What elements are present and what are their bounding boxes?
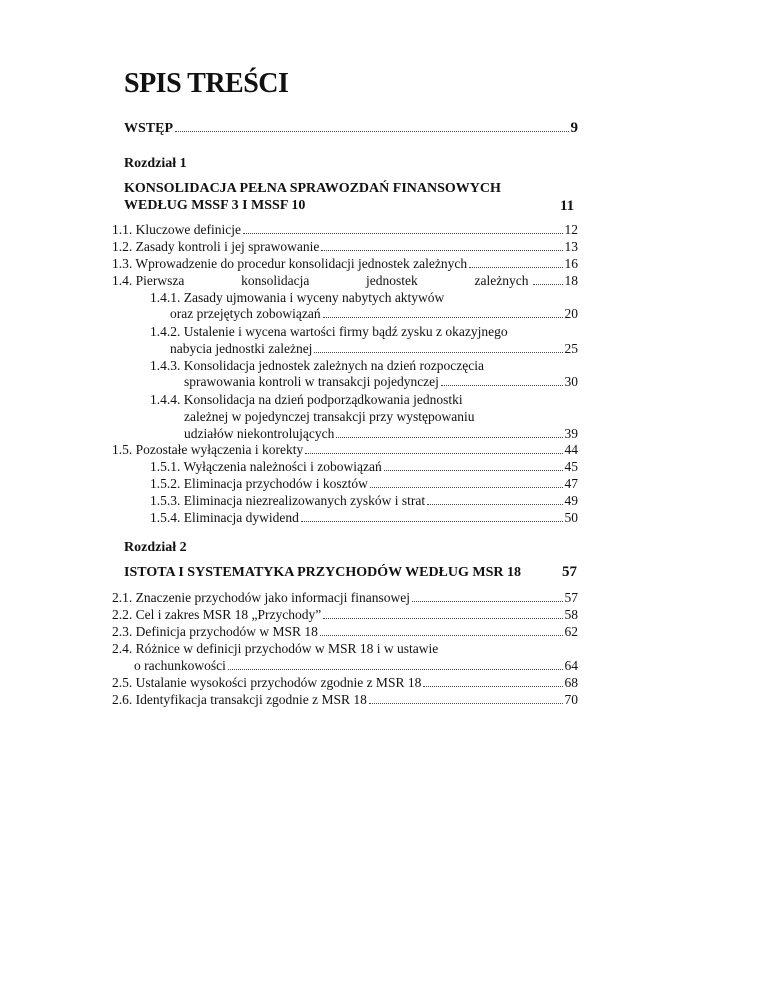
toc-entry (112, 624, 578, 640)
toc-entry-line: 2.4. Różnice w definicji przychodów w MSR 18 i w ustawie (112, 641, 439, 656)
chapter-page-number: 57 (562, 564, 577, 580)
toc-entry-line: 1.4.1. Zasady ujmowania i wyceny nabytych aktywów (150, 290, 445, 305)
toc-page-number: 45 (564, 459, 578, 474)
leader-dots (243, 233, 563, 234)
toc-entry-label: 1.5. Pozostałe wyłączenia i korekty (112, 442, 304, 457)
toc-entry (112, 590, 578, 606)
toc-entry-line: 1.4.3. Konsolidacja jednostek zależnych na dzień rozpoczęcia (150, 358, 484, 373)
toc-entry-label: 2.2. Cel i zakres MSR 18 „Przychody” (112, 607, 322, 622)
toc-entry (112, 239, 578, 255)
toc-word: zależnych (474, 273, 529, 288)
toc-entry (184, 426, 578, 442)
leader-dots (301, 521, 563, 522)
toc-entry-label: 2.1. Znaczenie przychodów jako informacji finansowej (112, 590, 411, 605)
toc-page-number: 64 (564, 658, 578, 673)
leader-dots (323, 618, 562, 619)
toc-page-number: 49 (564, 493, 578, 508)
leader-dots (370, 487, 563, 488)
chapter-title-line: WEDŁUG MSSF 3 I MSSF 10 (124, 198, 306, 213)
toc-entry (150, 459, 578, 475)
toc-entry-label: 1.5.4. Eliminacja dywidend (150, 510, 299, 525)
page-title: SPIS TREŚCI (124, 68, 289, 99)
leader-dots (427, 504, 562, 505)
toc-page-number: 25 (564, 341, 578, 356)
leader-dots (412, 601, 562, 602)
toc-entry-label: WSTĘP (124, 121, 174, 136)
toc-page-number: 9 (570, 120, 578, 136)
leader-dots (533, 284, 563, 285)
toc-entry-intro (124, 120, 578, 137)
toc-entry-label: 1.5.3. Eliminacja niezrealizowanych zysków i strat (150, 493, 426, 508)
toc-page-number: 62 (564, 624, 578, 639)
toc-page-number: 18 (564, 273, 578, 288)
toc-page-number: 30 (564, 374, 578, 389)
leader-dots (228, 669, 563, 670)
toc-entry-label: 1.1. Kluczowe definicje (112, 222, 241, 237)
toc-entry (112, 692, 578, 708)
leader-dots (323, 317, 563, 318)
toc-page-number: 16 (564, 256, 578, 271)
toc-word: 1.4. Pierwsza (112, 273, 185, 288)
toc-entry-label: 1.5.1. Wyłączenia należności i zobowiązań (150, 459, 382, 474)
toc-entry-label: 2.5. Ustalanie wysokości przychodów zgodnie z MSR 18 (112, 675, 422, 690)
toc-entry-line: zależnej w pojedynczej transakcji przy występowaniu (184, 409, 475, 424)
toc-word: jednostek (366, 273, 418, 288)
toc-page-number: 12 (564, 222, 578, 237)
toc-entry (184, 374, 578, 390)
toc-entry-line: 1.4.4. Konsolidacja na dzień podporządkowania jednostki (150, 392, 463, 407)
toc-entry-label: o rachunkowości (134, 658, 226, 673)
chapter-label: Rozdział 1 (124, 156, 187, 171)
leader-dots (423, 686, 562, 687)
chapter-page-number: 11 (560, 198, 575, 214)
toc-page-number: 57 (564, 590, 578, 605)
leader-dots (320, 635, 563, 636)
toc-entry-label: udziałów niekontrolujących (184, 426, 335, 441)
toc-page-number: 50 (564, 510, 578, 525)
toc-entry (150, 476, 578, 492)
toc-page-number: 58 (564, 607, 578, 622)
chapter-title (124, 564, 521, 581)
leader-dots (305, 453, 562, 454)
toc-entry (150, 493, 578, 509)
leader-dots (336, 437, 562, 438)
leader-dots (175, 131, 568, 132)
toc-page-number: 68 (564, 675, 578, 690)
toc-entry (170, 306, 578, 322)
toc-entry-label: 1.3. Wprowadzenie do procedur konsolidacji jednostek zależnych (112, 256, 468, 271)
toc-entry (112, 273, 578, 289)
toc-entry-label: nabycia jednostki zależnej (170, 341, 313, 356)
toc-entry (112, 675, 578, 691)
chapter-title-line: ISTOTA I SYSTEMATYKA PRZYCHODÓW WEDŁUG MSR 18 (124, 565, 522, 580)
leader-dots (321, 250, 562, 251)
toc-word: konsolidacja (241, 273, 310, 288)
toc-entry (134, 658, 578, 674)
toc-entry (150, 510, 578, 526)
leader-dots (369, 703, 563, 704)
toc-entry (170, 341, 578, 357)
toc-entry-label: 1.2. Zasady kontroli i jej sprawowanie (112, 239, 320, 254)
toc-entry-label: 2.6. Identyfikacja transakcji zgodnie z MSR 18 (112, 692, 367, 707)
chapter-label: Rozdział 2 (124, 540, 187, 555)
toc-page-number: 47 (564, 476, 578, 491)
toc-entry-label: sprawowania kontroli w transakcji pojedynczej (184, 374, 439, 389)
toc-page-number: 39 (564, 426, 578, 441)
leader-dots (384, 470, 563, 471)
toc-page-number: 13 (564, 239, 578, 254)
toc-entry-label: oraz przejętych zobowiązań (170, 306, 321, 321)
toc-page-number: 70 (564, 692, 578, 707)
toc-entry-label (112, 273, 529, 289)
toc-entry (112, 222, 578, 238)
chapter-title (124, 180, 501, 214)
toc-entry (112, 442, 578, 458)
toc-entry-line: 1.4.2. Ustalenie i wycena wartości firmy bądź zysku z okazyjnego (150, 324, 508, 339)
toc-page-number: 20 (564, 306, 578, 321)
toc-entry-label: 1.5.2. Eliminacja przychodów i kosztów (150, 476, 368, 491)
leader-dots (441, 385, 563, 386)
toc-page-number: 44 (564, 442, 578, 457)
leader-dots (314, 352, 562, 353)
chapter-title-line: KONSOLIDACJA PEŁNA SPRAWOZDAŃ FINANSOWYCH (124, 181, 501, 196)
toc-entry-label: 2.3. Definicja przychodów w MSR 18 (112, 624, 318, 639)
leader-dots (469, 267, 562, 268)
toc-entry (112, 256, 578, 272)
toc-entry (112, 607, 578, 623)
